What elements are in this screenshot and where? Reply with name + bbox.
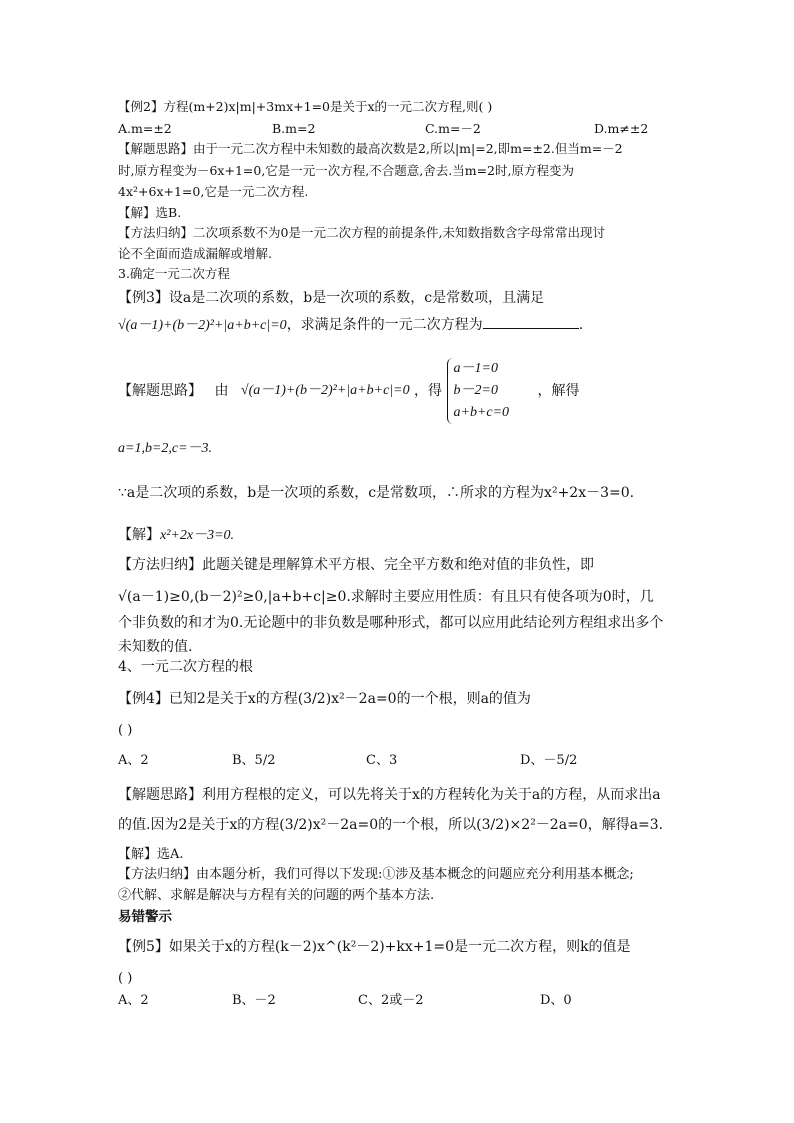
ex4-method-label: 【方法归纳】 xyxy=(118,867,197,882)
ex3-stem: 【例3】设a是二次项的系数，b是一次项的系数，c是常数项，且满足 xyxy=(118,290,545,306)
ex3-method-label: 【方法归纳】 xyxy=(118,557,202,573)
ex2-answer: 【解】选B. xyxy=(118,205,182,220)
ex4-thinking-label: 【解题思路】 xyxy=(118,787,202,803)
section-4-heading: 4、一元二次方程的根 xyxy=(118,659,253,675)
ex2-method-2: 论不全面而造成漏解或增解. xyxy=(118,246,272,261)
ex2-thinking-label: 【解题思路】 xyxy=(118,141,194,156)
ex3-condition-line: √(a－1)+(b－2)²+|a+b+c|=0，求满足条件的一元二次方程为 . xyxy=(118,317,584,333)
warning-title: 易错警示 xyxy=(118,909,172,925)
ex2-option-c: C.m=－2 xyxy=(425,121,481,136)
ex4-thinking-2: 的值.因为2是关于x的方程(3/2)x²－2a=0的一个根，所以(3/2)×2²－2a=0，解得a=3. xyxy=(118,817,664,833)
ex2-thinking-2: 时,原方程变为－6x+1=0,它是一元一次方程,不合题意,舍去.当m=2时,原方程变为 xyxy=(118,163,574,178)
ex5-label: 【例5】 xyxy=(118,939,169,955)
ex4-option-a: A、2 xyxy=(118,753,149,768)
ex2-answer-label: 【解】 xyxy=(118,205,156,220)
ex5-option-c: C、2或－2 xyxy=(358,993,424,1008)
ex2-method-1: 【方法归纳】二次项系数不为0是一元二次方程的前提条件,未知数指数含字母常常出现讨 xyxy=(118,225,605,240)
ex3-answer: 【解】x²+2x－3=0. xyxy=(118,527,235,543)
ex4-option-b: B、5/2 xyxy=(232,753,276,768)
ex4-option-d: D、－5/2 xyxy=(520,753,578,768)
ex4-answer: 【解】选A. xyxy=(118,847,184,862)
ex2-option-b: B.m=2 xyxy=(272,121,316,136)
ex2-option-a: A.m=±2 xyxy=(118,121,172,136)
ex5-option-d: D、0 xyxy=(540,993,572,1008)
ex2-option-d: D.m≠±2 xyxy=(594,121,649,136)
ex4-answer-label: 【解】 xyxy=(118,847,158,862)
ex4-paren: ( ) xyxy=(118,723,133,738)
ex4-stem: 【例4】已知2是关于x的方程(3/2)x²－2a=0的一个根，则a的值为 xyxy=(118,691,531,707)
ex3-thinking-label: 【解题思路】 xyxy=(118,383,202,399)
ex3-method-4: 未知数的值. xyxy=(118,639,193,655)
ex3-method-3: 个非负数的和才为0.无论题中的非负数是哪种形式，都可以应用此结论列方程组求出多个 xyxy=(118,615,664,631)
ex4-method-1: 【方法归纳】由本题分析，我们可得以下发现:①涉及基本概念的问题应充分利用基本概念; xyxy=(118,867,634,882)
ex2-method-label: 【方法归纳】 xyxy=(118,225,194,240)
ex2-thinking-3: 4x²+6x+1=0,它是一元二次方程. xyxy=(118,184,309,199)
ex3-thinking-eq: √(a－1)+(b－2)²+|a+b+c|=0 xyxy=(240,383,410,398)
ex3-answer-blank xyxy=(483,316,579,329)
ex5-option-b: B、－2 xyxy=(232,993,276,1008)
ex4-method-2: ②代解、求解是解决与方程有关的问题的两个基本方法. xyxy=(118,888,435,903)
ex4-thinking-1: 【解题思路】利用方程根的定义，可以先将关于x的方程转化为关于a的方程，从而求出a xyxy=(118,787,661,803)
section-3-heading: 3.确定一元二次方程 xyxy=(118,266,230,281)
ex5-paren: ( ) xyxy=(118,971,133,986)
ex5-option-a: A、2 xyxy=(118,993,149,1008)
ex2-stem-text: 方程(m+2)x|m|+3mx+1=0是关于x的一元二次方程,则( ) xyxy=(163,99,493,114)
ex3-label: 【例3】 xyxy=(118,290,169,306)
ex3-thinking-line: 【解题思路】 由 √(a－1)+(b－2)²+|a+b+c|=0 ，得 a－1=0 b－2=0 a+b+c=0 ，解得 xyxy=(118,358,580,424)
ex5-stem: 【例5】如果关于x的方程(k－2)x^(k²－2)+kx+1=0是一元二次方程，则k的值是 xyxy=(118,939,631,955)
ex2-stem xyxy=(118,98,492,116)
ex2-thinking-1: 【解题思路】由于一元二次方程中未知数的最高次数是2,所以|m|=2,即m=±2.但当m=－2 xyxy=(118,141,623,156)
ex3-because: ∵a是二次项的系数，b是一次项的系数，c是常数项，∴所求的方程为x²+2x－3=0. xyxy=(118,485,635,501)
ex3-method-2: √(a－1)≥0,(b－2)²≥0,|a+b+c|≥0.求解时主要应用性质：有且只有使各项为0时，几 xyxy=(118,589,654,605)
ex4-option-c: C、3 xyxy=(366,753,398,768)
ex4-label: 【例4】 xyxy=(118,691,169,707)
ex3-values: a=1,b=2,c=－3. xyxy=(118,441,213,456)
ex2-label: 【例2】 xyxy=(118,99,164,114)
ex3-equation-system: a－1=0 b－2=0 a+b+c=0 xyxy=(447,358,510,424)
ex3-method-1: 【方法归纳】此题关键是理解算术平方根、完全平方数和绝对值的非负性，即 xyxy=(118,557,594,573)
ex3-condition-eq: √(a－1)+(b－2)²+|a+b+c|=0 xyxy=(118,318,287,333)
ex3-answer-label: 【解】 xyxy=(118,527,160,543)
